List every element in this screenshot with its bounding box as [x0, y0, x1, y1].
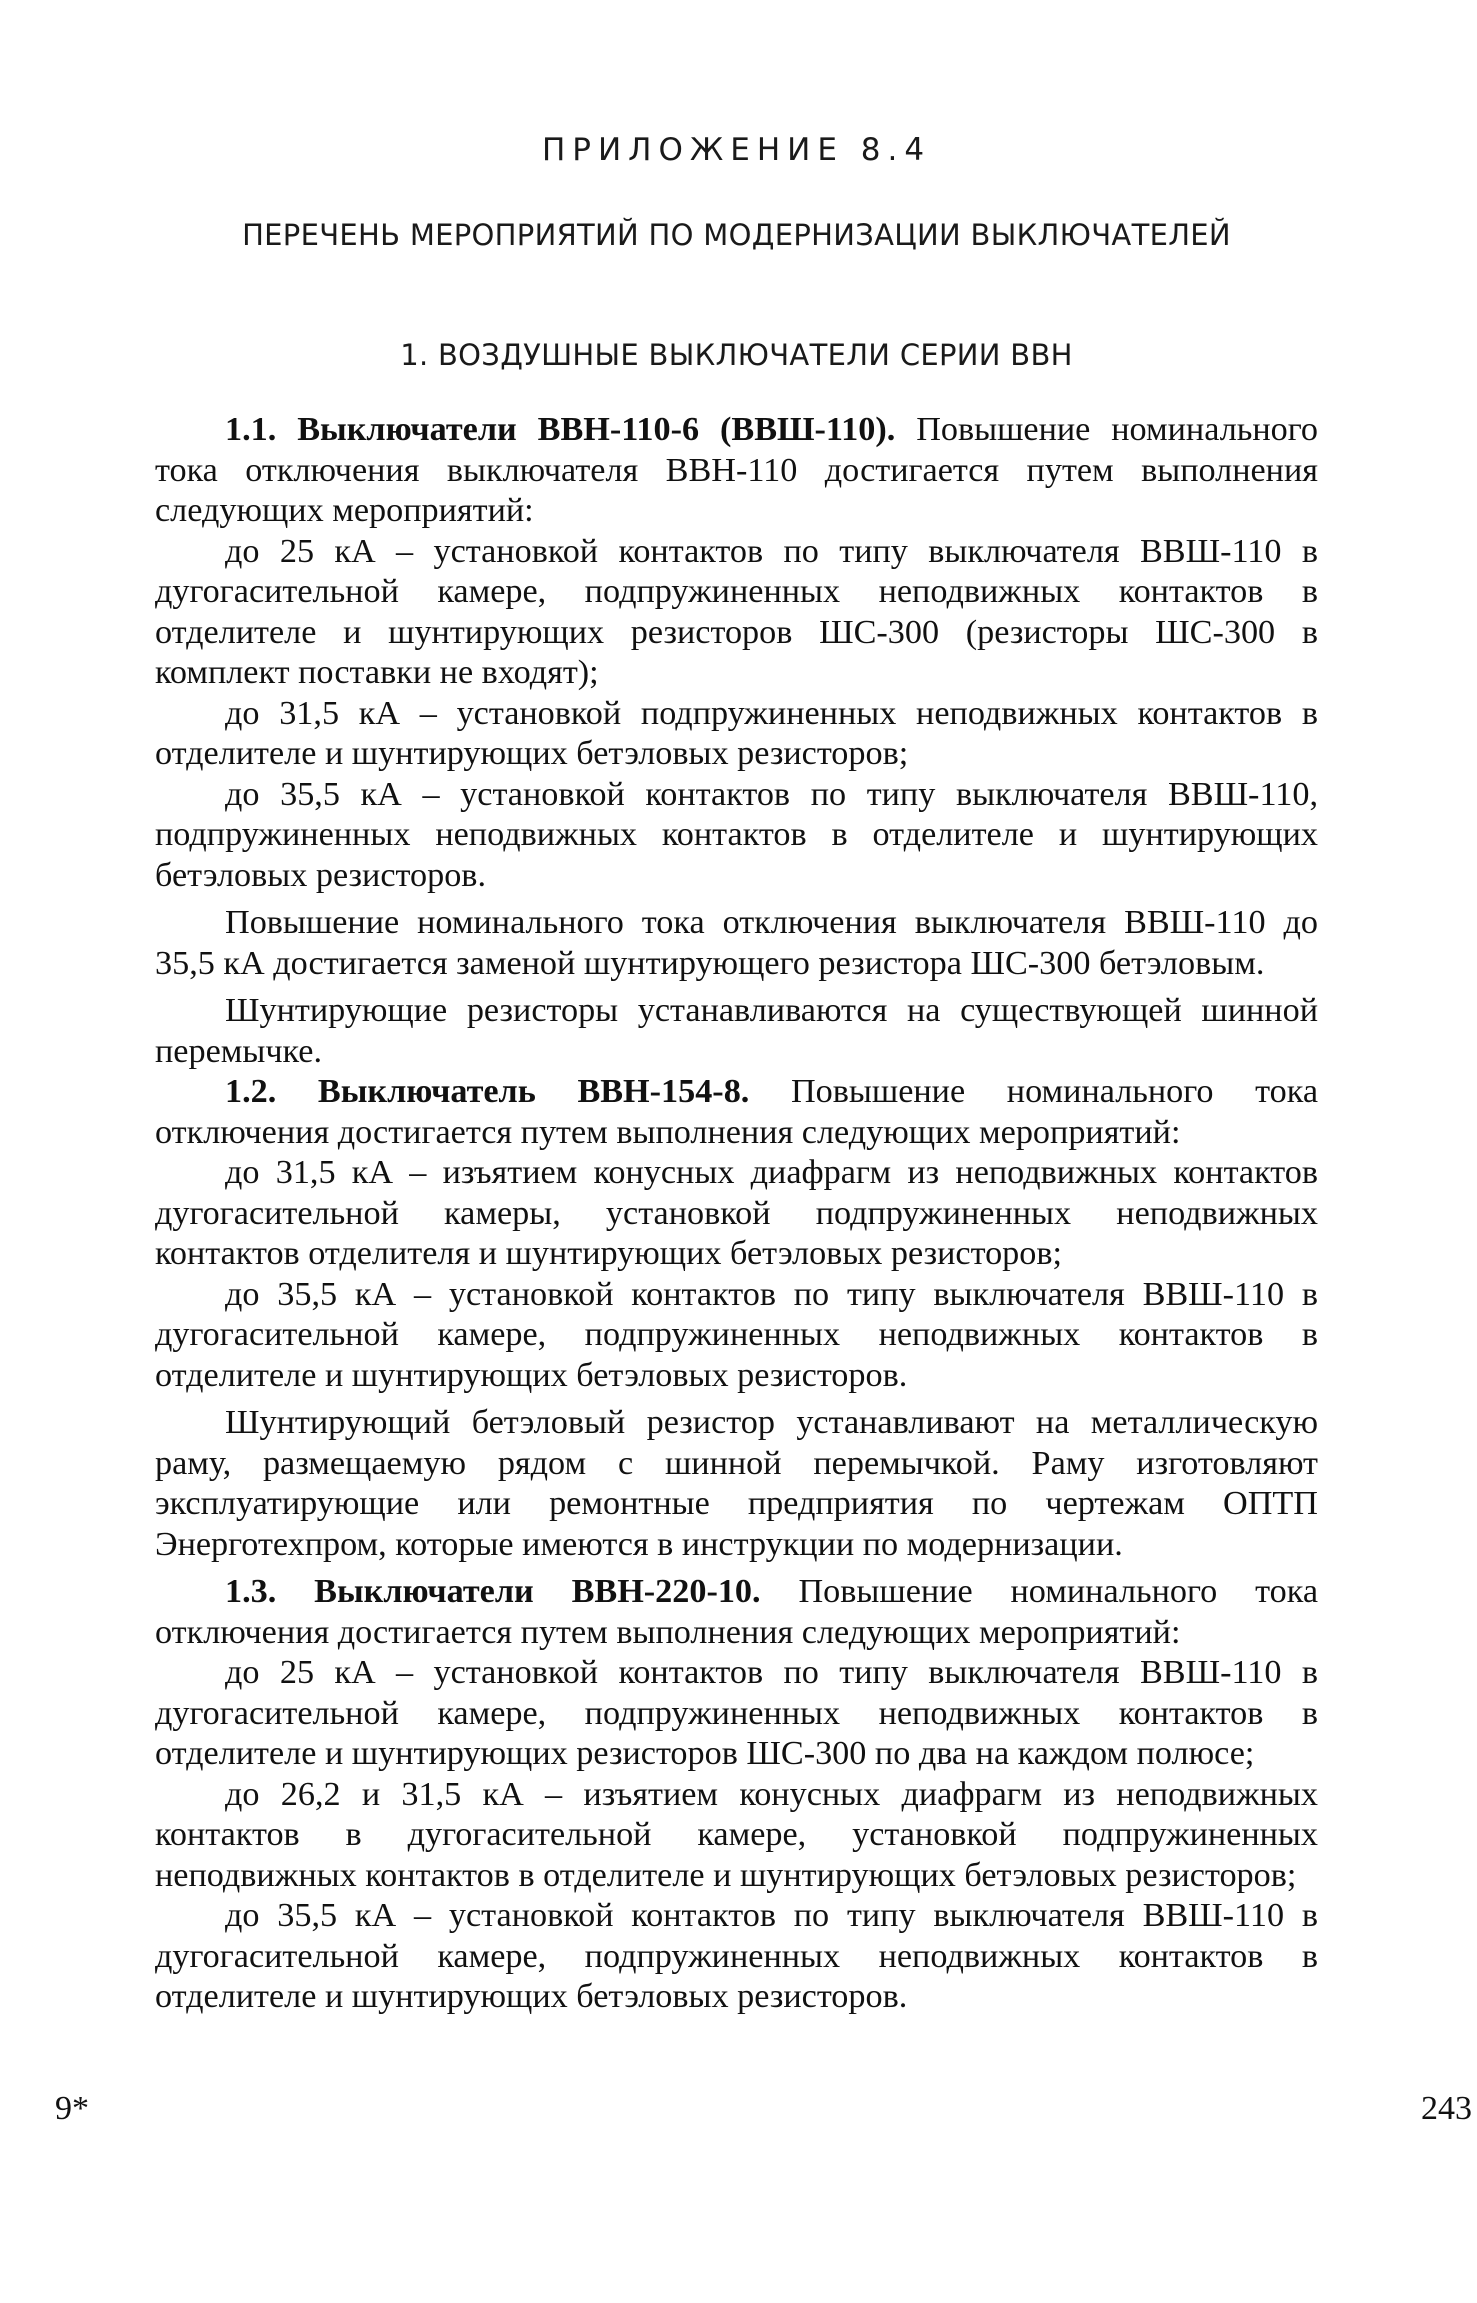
subsection-heading-1-2: 1.2. Выключатель ВВН-154-8. [225, 1073, 750, 1110]
list-item: до 25 кА – установкой контактов по типу выключателя ВВШ-110 в дугогасительной камере, подпружиненных неподвижных контактов в отделителе и шунтирующих резисторов ШС-300 (резисторы ШС-300 в комплект поставки не входят); [155, 532, 1318, 691]
document-body [155, 410, 1318, 2018]
paragraph-1-1-intro [155, 410, 1318, 532]
list-item: до 25 кА – установкой контактов по типу выключателя ВВШ-110 в дугогасительной камере, подпружиненных неподвижных контактов в отделителе и шунтирующих резисторов ШС-300 по два на каждом полюсе; [155, 1654, 1318, 1772]
list-item: до 31,5 кА – изъятием конусных диафрагм из неподвижных контактов дугогасительной камеры, установкой подпружиненных неподвижных контактов отделителя и шунтирующих бетэловых резисторов; [155, 1154, 1318, 1272]
page-number: 243 [1421, 2090, 1472, 2127]
section-title: 1. ВОЗДУШНЫЕ ВЫКЛЮЧАТЕЛИ СЕРИИ ВВН [400, 338, 1073, 372]
paragraph-note: Шунтирующий бетэловый резистор устанавливают на металлическую раму, размещаемую рядом с шинной перемычкой. Раму изготовляют эксплуатирующие или ремонтные предприятия по чертежам ОПТП Энерготехпром, которые имеются в инструкции по модернизации. [155, 1404, 1318, 1563]
list-title: ПЕРЕЧЕНЬ МЕРОПРИЯТИЙ ПО МОДЕРНИЗАЦИИ ВЫКЛЮЧАТЕЛЕЙ [242, 218, 1231, 252]
signature-mark: 9* [55, 2090, 89, 2127]
appendix-title: ПРИЛОЖЕНИЕ 8.4 [541, 132, 932, 168]
list-item: до 31,5 кА – установкой подпружиненных неподвижных контактов в отделителе и шунтирующих бетэловых резисторов; [155, 694, 1318, 772]
list-item: до 35,5 кА – установкой контактов по типу выключателя ВВШ-110, подпружиненных неподвижных контактов в отделителе и шунтирующих бетэловых резисторов. [155, 775, 1318, 894]
paragraph-text: Повышение номинального тока отключения достигается путем выполнения следующих мероприятий: [155, 1573, 1318, 1651]
paragraph-note: Повышение номинального тока отключения выключателя ВВШ-110 до 35,5 кА достигается заменой шунтирующего резистора ШС-300 бетэловым. [155, 904, 1318, 982]
subsection-heading-1-3: 1.3. Выключатели ВВН-220-10. [225, 1573, 761, 1610]
list-item: до 26,2 и 31,5 кА – изъятием конусных диафрагм из неподвижных контактов в дугогасительной камере, установкой подпружиненных неподвижных контактов в отделителе и шунтирующих бетэловых резисторов; [155, 1775, 1318, 1894]
paragraph-note: Шунтирующие резисторы устанавливаются на существующей шинной перемычке. [155, 992, 1318, 1070]
list-item: до 35,5 кА – установкой контактов по типу выключателя ВВШ-110 в дугогасительной камере, подпружиненных неподвижных контактов в отделителе и шунтирующих бетэловых резисторов. [155, 1897, 1318, 2015]
paragraph-1-2-intro [155, 1072, 1318, 1153]
document-page [155, 120, 1318, 2220]
paragraph-text: Повышение номинального тока отключения выключателя ВВН-110 достигается путем выполнения следующих мероприятий: [155, 411, 1319, 529]
paragraph-1-3-intro [155, 1572, 1318, 1653]
paragraph-text: Повышение номинального тока отключения достигается путем выполнения следующих мероприятий: [155, 1073, 1318, 1151]
list-item: до 35,5 кА – установкой контактов по типу выключателя ВВШ-110 в дугогасительной камере, подпружиненных неподвижных контактов в отделителе и шунтирующих бетэловых резисторов. [155, 1275, 1318, 1394]
document-header [155, 132, 1318, 372]
subsection-heading-1-1: 1.1. Выключатели ВВН-110-6 (ВВШ-110). [225, 411, 896, 448]
